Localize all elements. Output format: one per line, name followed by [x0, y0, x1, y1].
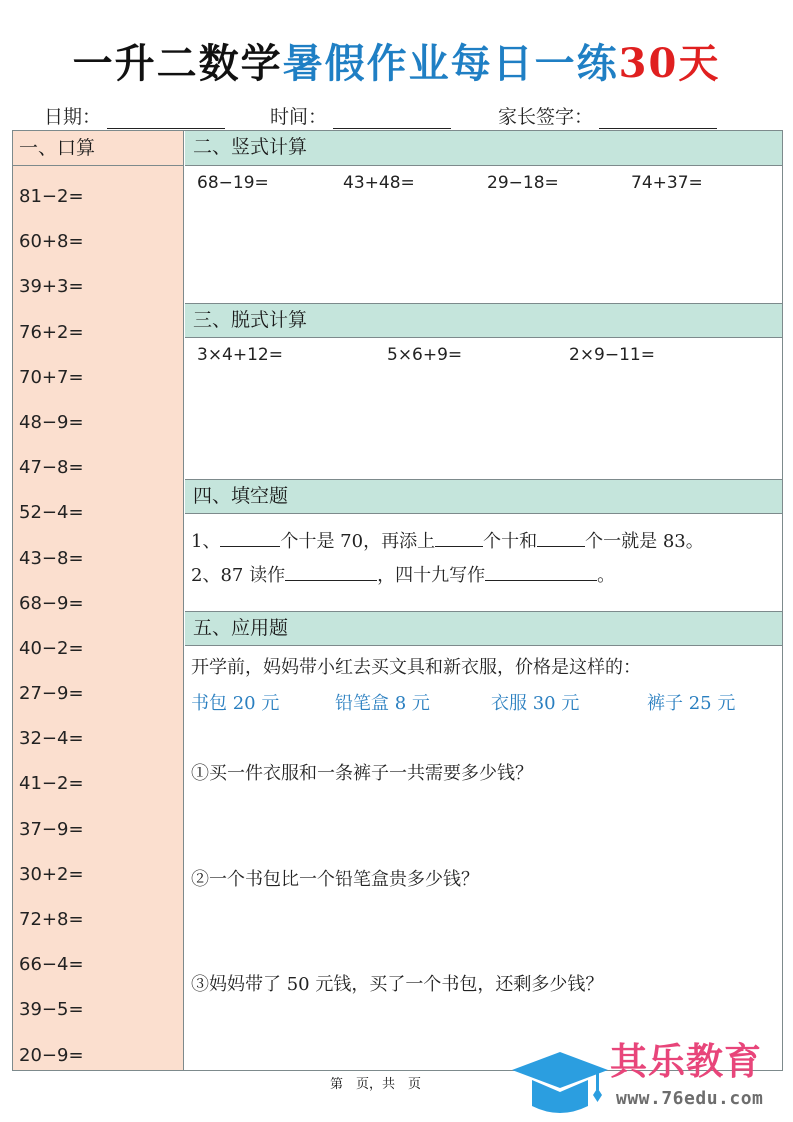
- oral-item: 66−4=: [19, 954, 84, 976]
- oral-item: 27−9=: [19, 683, 84, 705]
- right-column: [185, 131, 782, 1070]
- vertical-calc-item: 74+37=: [631, 173, 703, 193]
- vertical-calc-item: 29−18=: [487, 173, 559, 193]
- answer-blank[interactable]: [285, 561, 377, 581]
- oral-item: 81−2=: [19, 186, 84, 207]
- word-problem-3: ③妈妈带了 50 元钱，买了一个书包，还剩多少钱？: [191, 974, 604, 995]
- step-calc-heading: 三、脱式计算: [185, 303, 782, 338]
- answer-blank[interactable]: [220, 527, 280, 547]
- brand-name: 其乐教育: [610, 1040, 762, 1083]
- title-part-summer: 暑假作业每日一练: [282, 40, 619, 87]
- fill-blank-body: [185, 517, 782, 609]
- price-list: [191, 685, 782, 719]
- page-title: [0, 38, 793, 90]
- oral-item: 60+8=: [19, 231, 84, 253]
- date-label: 日期：: [44, 106, 102, 128]
- oral-item: 48−9=: [19, 411, 84, 433]
- answer-blank[interactable]: [435, 527, 483, 547]
- price-item: 衣服 30 元: [491, 693, 580, 714]
- step-calc-item: 5×6+9=: [387, 345, 463, 365]
- vertical-calc-body: [185, 167, 782, 303]
- answer-blank[interactable]: [485, 561, 597, 581]
- brand-logo: [510, 1040, 793, 1120]
- vertical-calc-item: 68−19=: [197, 173, 269, 193]
- step-calc-body: [185, 339, 782, 479]
- oral-calc-list: [13, 166, 183, 1078]
- step-calc-item: 3×4+12=: [197, 345, 283, 365]
- oral-item: 68−9=: [19, 592, 84, 614]
- price-item: 裤子 25 元: [647, 693, 736, 714]
- oral-item: 30+2=: [19, 863, 84, 885]
- fill-blank-heading: 四、填空题: [185, 479, 782, 514]
- application-heading: 五、应用题: [185, 611, 782, 646]
- price-item: 书包 20 元: [191, 693, 280, 714]
- vertical-calc-row: [191, 167, 782, 197]
- oral-item: 37−9=: [19, 818, 84, 840]
- vertical-calc-item: 43+48=: [343, 173, 415, 193]
- parent-sign-field: [498, 102, 717, 129]
- worksheet-table: [12, 130, 783, 1071]
- meta-row: [0, 100, 793, 128]
- vertical-calc-heading: 二、竖式计算: [185, 131, 782, 166]
- oral-item: 39+3=: [19, 276, 84, 298]
- parent-sign-blank[interactable]: [599, 107, 717, 129]
- oral-item: 43−8=: [19, 547, 84, 569]
- date-blank[interactable]: [107, 107, 225, 129]
- title-part-grade: 一升二数学: [72, 40, 283, 87]
- application-body: [185, 647, 782, 1070]
- oral-item: 47−8=: [19, 457, 84, 479]
- fill-question-1: 1、 个十是 70，再添上 个十和 个一就是 83。: [191, 525, 782, 559]
- answer-blank[interactable]: [537, 527, 585, 547]
- time-label: 时间：: [270, 106, 328, 128]
- brand-url[interactable]: www.76edu.com: [616, 1088, 764, 1109]
- oral-calc-column: [13, 131, 184, 1070]
- oral-item: 76+2=: [19, 321, 84, 343]
- word-problem-2: ②一个书包比一个铅笔盒贵多少钱？: [191, 869, 479, 890]
- oral-item: 40−2=: [19, 637, 84, 659]
- oral-item: 32−4=: [19, 728, 84, 750]
- oral-item: 70+7=: [19, 366, 84, 388]
- date-field: [44, 102, 225, 129]
- application-intro: 开学前，妈妈带小红去买文具和新衣服，价格是这样的：: [191, 657, 641, 678]
- word-problem-1: ①买一件衣服和一条裤子一共需要多少钱？: [191, 763, 533, 784]
- title-part-days: 30天: [618, 40, 721, 87]
- step-calc-item: 2×9−11=: [569, 345, 655, 365]
- oral-item: 20−9=: [19, 1044, 84, 1066]
- price-item: 铅笔盒 8 元: [335, 693, 430, 714]
- parent-sign-label: 家长签字：: [498, 106, 594, 128]
- page-number: 第 页，共 页: [330, 1077, 422, 1092]
- oral-item: 41−2=: [19, 773, 84, 795]
- step-calc-row: [191, 339, 782, 369]
- time-blank[interactable]: [333, 107, 451, 129]
- oral-item: 52−4=: [19, 502, 84, 524]
- fill-question-2: 2、87 读作 ，四十九写作 。: [191, 559, 782, 593]
- oral-item: 39−5=: [19, 999, 84, 1021]
- graduation-cap-icon: [510, 1040, 610, 1120]
- oral-item: 72+8=: [19, 909, 84, 930]
- time-field: [270, 102, 451, 129]
- oral-calc-heading: 一、口算: [13, 131, 183, 166]
